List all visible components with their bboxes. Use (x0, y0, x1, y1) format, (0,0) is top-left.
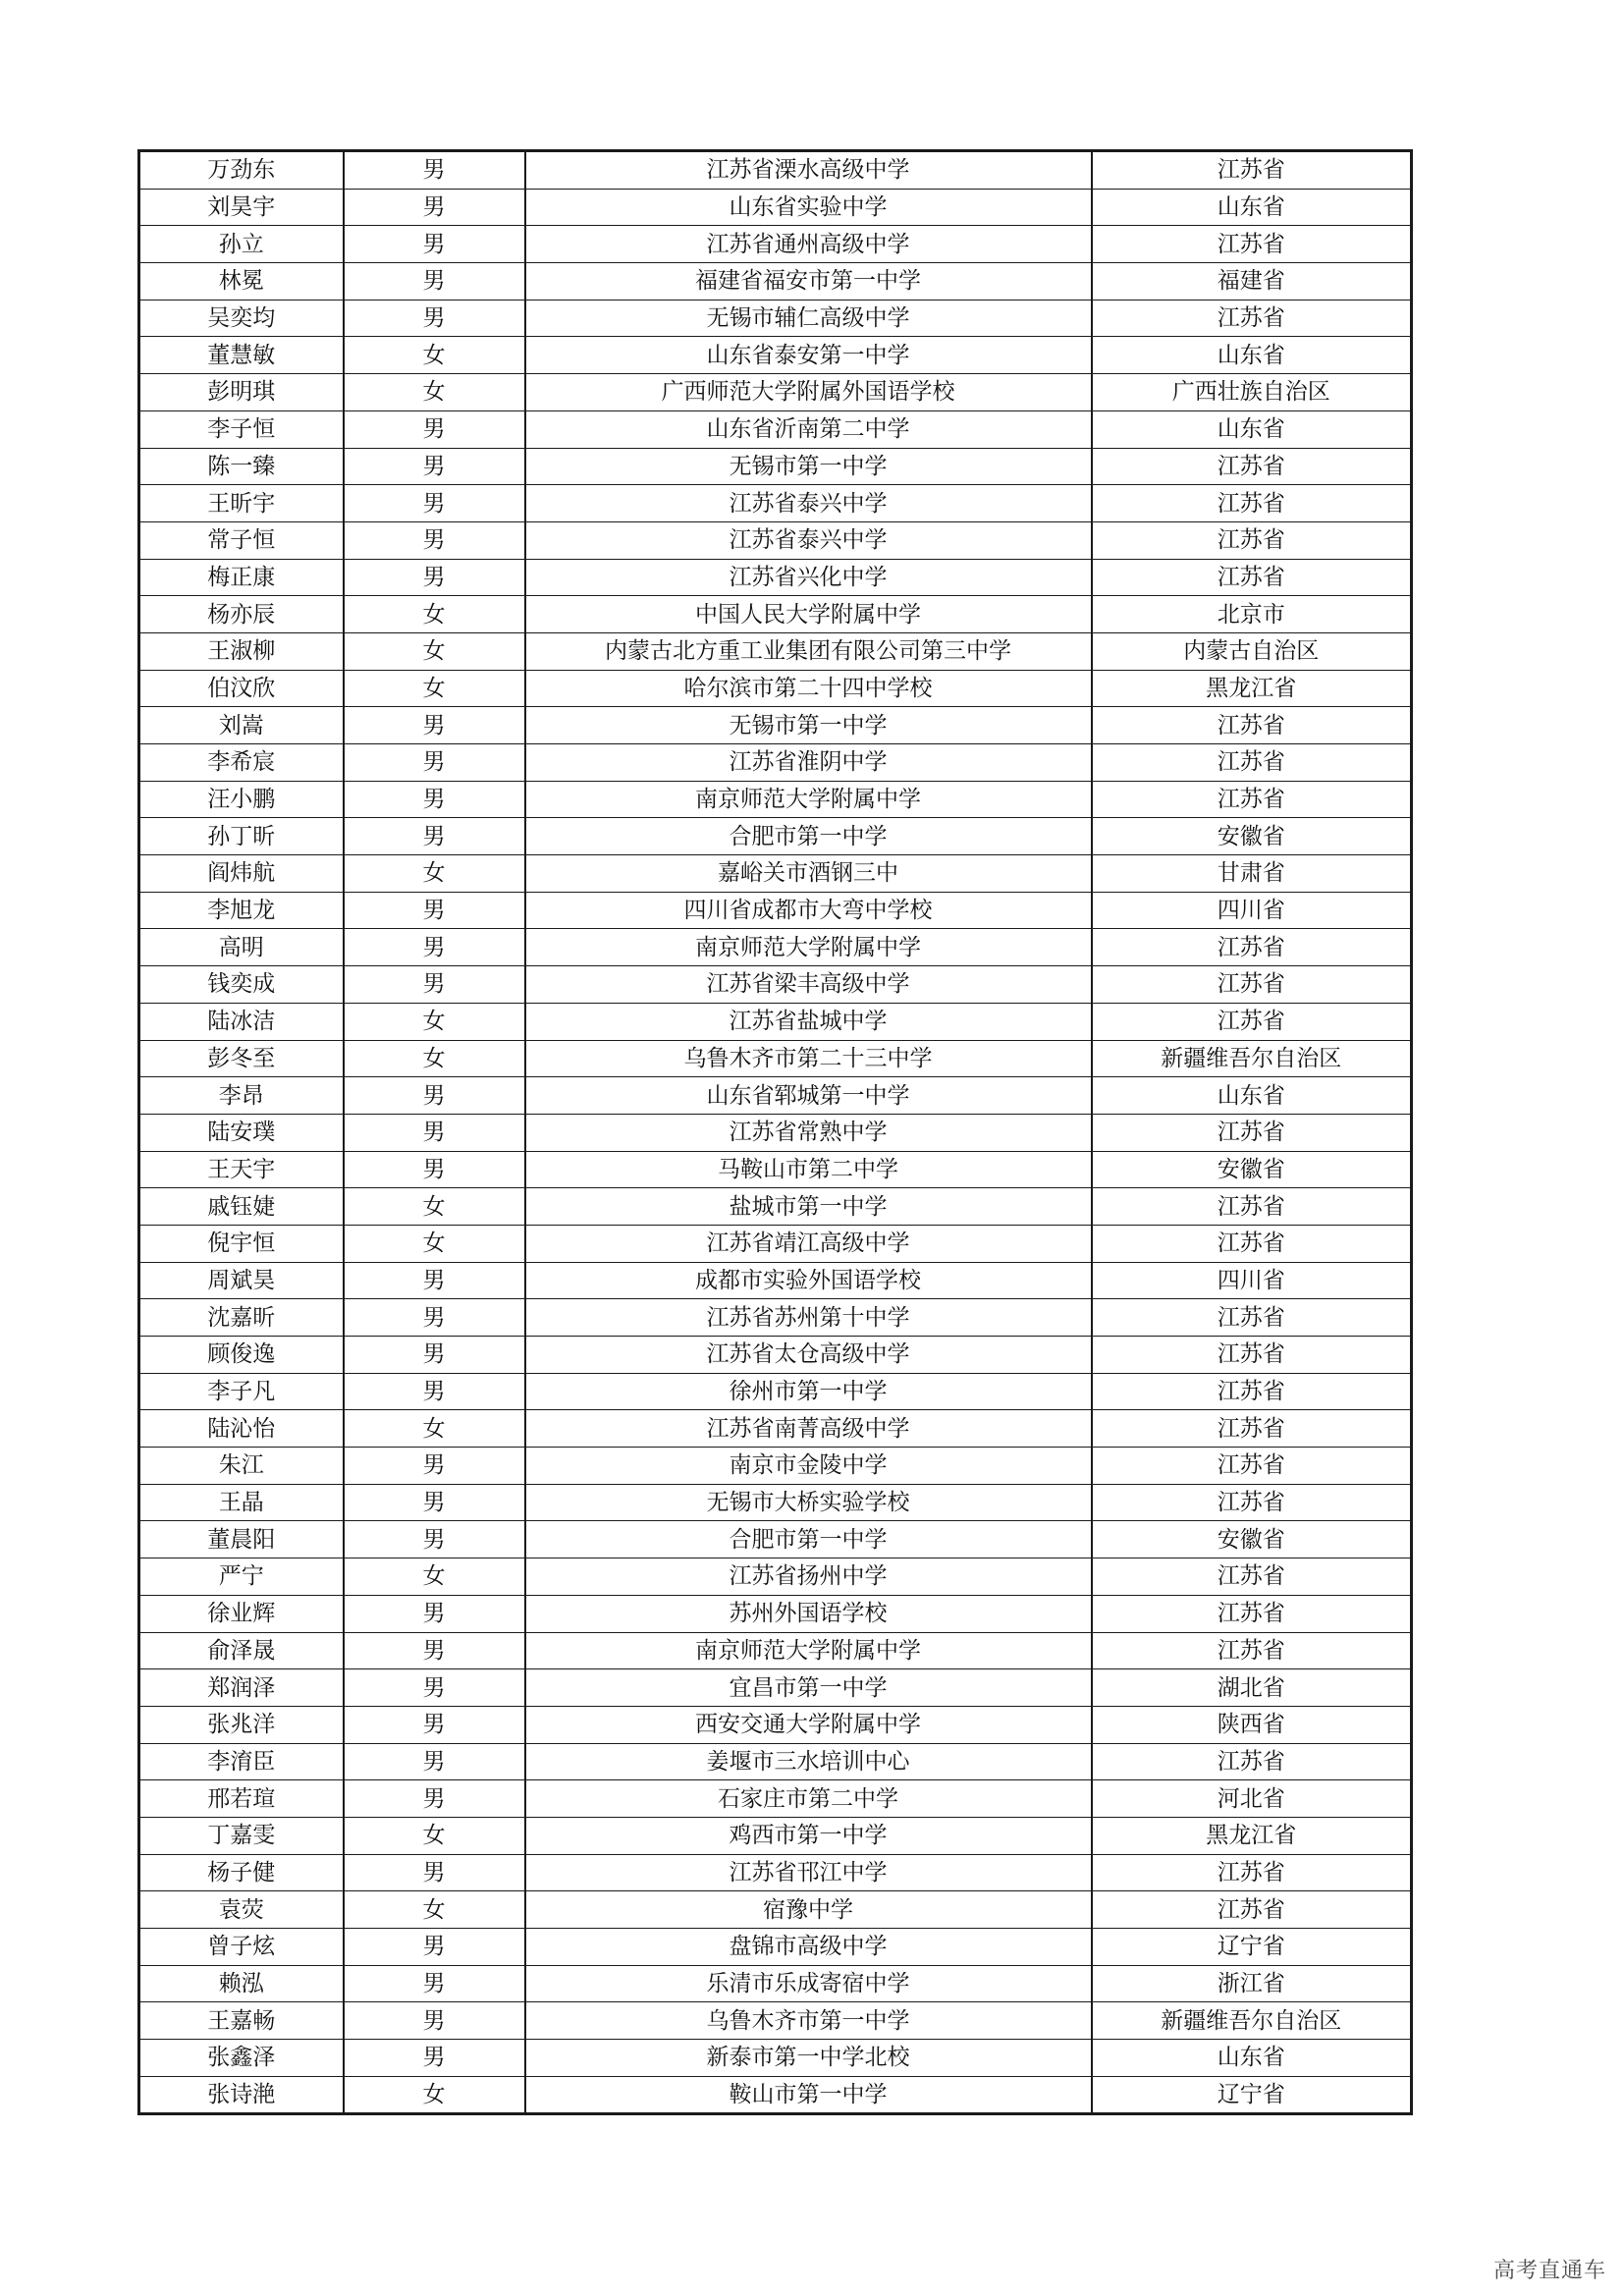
gender-cell: 男 (344, 1114, 525, 1151)
school-cell: 宿豫中学 (525, 1891, 1092, 1929)
table-row (139, 1188, 1412, 1226)
gender-cell: 女 (344, 1817, 525, 1854)
school-cell: 江苏省邗江中学 (525, 1854, 1092, 1891)
student-name-cell: 董慧敏 (139, 337, 344, 374)
student-name-cell: 张鑫泽 (139, 2040, 344, 2077)
province-cell: 江苏省 (1092, 1114, 1412, 1151)
gender-cell: 男 (344, 929, 525, 966)
province-cell: 四川省 (1092, 1262, 1412, 1299)
school-cell: 江苏省常熟中学 (525, 1114, 1092, 1151)
province-cell: 江苏省 (1092, 1595, 1412, 1632)
table-row (139, 2002, 1412, 2040)
school-cell: 南京师范大学附属中学 (525, 929, 1092, 966)
table-row (139, 1299, 1412, 1337)
table-row (139, 744, 1412, 782)
student-name-cell: 沈嘉昕 (139, 1299, 344, 1337)
school-cell: 合肥市第一中学 (525, 1521, 1092, 1558)
gender-cell: 女 (344, 1040, 525, 1077)
table-row (139, 1337, 1412, 1374)
gender-cell: 男 (344, 300, 525, 337)
province-cell: 山东省 (1092, 1077, 1412, 1115)
province-cell: 江苏省 (1092, 521, 1412, 559)
student-name-cell: 钱奕成 (139, 966, 344, 1004)
gender-cell: 男 (344, 448, 525, 485)
province-cell: 安徽省 (1092, 1151, 1412, 1188)
gender-cell: 女 (344, 670, 525, 707)
school-cell: 合肥市第一中学 (525, 818, 1092, 855)
school-cell: 江苏省苏州第十中学 (525, 1299, 1092, 1337)
table-row (139, 2040, 1412, 2077)
gender-cell: 男 (344, 1448, 525, 1485)
province-cell: 新疆维吾尔自治区 (1092, 1040, 1412, 1077)
student-name-cell: 李淯臣 (139, 1743, 344, 1780)
gender-cell: 女 (344, 337, 525, 374)
school-cell: 南京师范大学附属中学 (525, 781, 1092, 818)
school-cell: 无锡市第一中学 (525, 448, 1092, 485)
student-name-cell: 张兆洋 (139, 1706, 344, 1743)
table-row (139, 1151, 1412, 1188)
province-cell: 江苏省 (1092, 151, 1412, 190)
gender-cell: 男 (344, 1929, 525, 1966)
table-row (139, 1595, 1412, 1632)
student-name-cell: 阎炜航 (139, 855, 344, 893)
student-name-cell: 周斌昊 (139, 1262, 344, 1299)
table-row (139, 929, 1412, 966)
school-cell: 无锡市大桥实验学校 (525, 1484, 1092, 1521)
table-row (139, 1484, 1412, 1521)
school-cell: 山东省泰安第一中学 (525, 337, 1092, 374)
table-row (139, 1410, 1412, 1448)
province-cell: 江苏省 (1092, 485, 1412, 522)
student-name-cell: 万劲东 (139, 151, 344, 190)
province-cell: 江苏省 (1092, 1891, 1412, 1929)
table-row (139, 1262, 1412, 1299)
gender-cell: 男 (344, 781, 525, 818)
table-row (139, 707, 1412, 744)
school-cell: 江苏省扬州中学 (525, 1558, 1092, 1596)
gender-cell: 女 (344, 596, 525, 633)
school-cell: 马鞍山市第二中学 (525, 1151, 1092, 1188)
province-cell: 江苏省 (1092, 1448, 1412, 1485)
school-cell: 江苏省淮阴中学 (525, 744, 1092, 782)
school-cell: 江苏省泰兴中学 (525, 521, 1092, 559)
school-cell: 苏州外国语学校 (525, 1595, 1092, 1632)
watermark-text: 高考直通车 (1492, 2259, 1606, 2283)
student-name-cell: 倪宇恒 (139, 1225, 344, 1262)
table-row (139, 1003, 1412, 1040)
province-cell: 江苏省 (1092, 929, 1412, 966)
province-cell: 江苏省 (1092, 1854, 1412, 1891)
gender-cell: 男 (344, 1965, 525, 2002)
province-cell: 江苏省 (1092, 1410, 1412, 1448)
school-cell: 山东省实验中学 (525, 189, 1092, 226)
table-row (139, 596, 1412, 633)
province-cell: 江苏省 (1092, 1003, 1412, 1040)
province-cell: 辽宁省 (1092, 1929, 1412, 1966)
student-name-cell: 朱江 (139, 1448, 344, 1485)
province-cell: 河北省 (1092, 1780, 1412, 1818)
table-row (139, 559, 1412, 596)
student-roster-table (137, 149, 1413, 2115)
province-cell: 北京市 (1092, 596, 1412, 633)
gender-cell: 男 (344, 1484, 525, 1521)
gender-cell: 男 (344, 1262, 525, 1299)
school-cell: 石家庄市第二中学 (525, 1780, 1092, 1818)
student-name-cell: 李旭龙 (139, 892, 344, 929)
province-cell: 黑龙江省 (1092, 670, 1412, 707)
table-row (139, 1854, 1412, 1891)
student-name-cell: 袁荧 (139, 1891, 344, 1929)
school-cell: 无锡市辅仁高级中学 (525, 300, 1092, 337)
province-cell: 江苏省 (1092, 1373, 1412, 1410)
student-name-cell: 林冕 (139, 263, 344, 301)
student-name-cell: 徐业辉 (139, 1595, 344, 1632)
school-cell: 宜昌市第一中学 (525, 1669, 1092, 1707)
gender-cell: 女 (344, 1558, 525, 1596)
school-cell: 徐州市第一中学 (525, 1373, 1092, 1410)
province-cell: 江苏省 (1092, 781, 1412, 818)
province-cell: 四川省 (1092, 892, 1412, 929)
table-row (139, 1780, 1412, 1818)
school-cell: 无锡市第一中学 (525, 707, 1092, 744)
student-name-cell: 彭冬至 (139, 1040, 344, 1077)
gender-cell: 男 (344, 818, 525, 855)
school-cell: 江苏省通州高级中学 (525, 226, 1092, 263)
province-cell: 江苏省 (1092, 744, 1412, 782)
province-cell: 山东省 (1092, 189, 1412, 226)
school-cell: 西安交通大学附属中学 (525, 1706, 1092, 1743)
table-row (139, 374, 1412, 411)
table-row (139, 1558, 1412, 1596)
province-cell: 江苏省 (1092, 226, 1412, 263)
table-row (139, 670, 1412, 707)
gender-cell: 女 (344, 632, 525, 670)
table-row (139, 1706, 1412, 1743)
student-name-cell: 梅正康 (139, 559, 344, 596)
gender-cell: 男 (344, 892, 525, 929)
gender-cell: 男 (344, 226, 525, 263)
table-row (139, 781, 1412, 818)
student-name-cell: 王淑柳 (139, 632, 344, 670)
student-name-cell: 孙丁昕 (139, 818, 344, 855)
school-cell: 江苏省南菁高级中学 (525, 1410, 1092, 1448)
gender-cell: 男 (344, 1632, 525, 1669)
province-cell: 江苏省 (1092, 1632, 1412, 1669)
student-name-cell: 丁嘉雯 (139, 1817, 344, 1854)
province-cell: 江苏省 (1092, 1225, 1412, 1262)
province-cell: 江苏省 (1092, 1743, 1412, 1780)
student-name-cell: 常子恒 (139, 521, 344, 559)
student-name-cell: 陆沁怡 (139, 1410, 344, 1448)
table-row (139, 2076, 1412, 2114)
gender-cell: 男 (344, 151, 525, 190)
gender-cell: 男 (344, 1299, 525, 1337)
province-cell: 山东省 (1092, 2040, 1412, 2077)
province-cell: 陕西省 (1092, 1706, 1412, 1743)
student-name-cell: 孙立 (139, 226, 344, 263)
gender-cell: 男 (344, 1595, 525, 1632)
gender-cell: 女 (344, 1410, 525, 1448)
student-name-cell: 刘昊宇 (139, 189, 344, 226)
table-row (139, 1817, 1412, 1854)
school-cell: 江苏省靖江高级中学 (525, 1225, 1092, 1262)
gender-cell: 男 (344, 410, 525, 448)
gender-cell: 男 (344, 1151, 525, 1188)
student-name-cell: 陆安璞 (139, 1114, 344, 1151)
gender-cell: 女 (344, 1891, 525, 1929)
student-name-cell: 汪小鹏 (139, 781, 344, 818)
gender-cell: 男 (344, 1669, 525, 1707)
table-row (139, 485, 1412, 522)
student-name-cell: 王嘉畅 (139, 2002, 344, 2040)
table-row (139, 410, 1412, 448)
gender-cell: 女 (344, 2076, 525, 2114)
table-row (139, 1225, 1412, 1262)
student-name-cell: 吴奕均 (139, 300, 344, 337)
province-cell: 江苏省 (1092, 448, 1412, 485)
province-cell: 福建省 (1092, 263, 1412, 301)
province-cell: 广西壮族自治区 (1092, 374, 1412, 411)
school-cell: 江苏省泰兴中学 (525, 485, 1092, 522)
table-row (139, 151, 1412, 190)
province-cell: 安徽省 (1092, 818, 1412, 855)
school-cell: 山东省郓城第一中学 (525, 1077, 1092, 1115)
gender-cell: 男 (344, 1743, 525, 1780)
province-cell: 湖北省 (1092, 1669, 1412, 1707)
school-cell: 鸡西市第一中学 (525, 1817, 1092, 1854)
student-name-cell: 张诗滟 (139, 2076, 344, 2114)
province-cell: 山东省 (1092, 337, 1412, 374)
school-cell: 乐清市乐成寄宿中学 (525, 1965, 1092, 2002)
student-name-cell: 严宁 (139, 1558, 344, 1596)
gender-cell: 男 (344, 1077, 525, 1115)
school-cell: 南京市金陵中学 (525, 1448, 1092, 1485)
school-cell: 江苏省兴化中学 (525, 559, 1092, 596)
student-name-cell: 郑润泽 (139, 1669, 344, 1707)
gender-cell: 男 (344, 1780, 525, 1818)
roster-body (139, 151, 1412, 2114)
school-cell: 新泰市第一中学北校 (525, 2040, 1092, 2077)
school-cell: 哈尔滨市第二十四中学校 (525, 670, 1092, 707)
province-cell: 内蒙古自治区 (1092, 632, 1412, 670)
student-name-cell: 刘嵩 (139, 707, 344, 744)
table-row (139, 300, 1412, 337)
table-row (139, 1521, 1412, 1558)
student-name-cell: 俞泽晟 (139, 1632, 344, 1669)
student-name-cell: 李子恒 (139, 410, 344, 448)
province-cell: 江苏省 (1092, 966, 1412, 1004)
table-row (139, 1114, 1412, 1151)
table-row (139, 1040, 1412, 1077)
school-cell: 江苏省溧水高级中学 (525, 151, 1092, 190)
gender-cell: 男 (344, 966, 525, 1004)
province-cell: 浙江省 (1092, 1965, 1412, 2002)
table-row (139, 855, 1412, 893)
student-name-cell: 高明 (139, 929, 344, 966)
school-cell: 成都市实验外国语学校 (525, 1262, 1092, 1299)
gender-cell: 男 (344, 707, 525, 744)
table-row (139, 521, 1412, 559)
school-cell: 嘉峪关市酒钢三中 (525, 855, 1092, 893)
student-name-cell: 李子凡 (139, 1373, 344, 1410)
school-cell: 四川省成都市大弯中学校 (525, 892, 1092, 929)
gender-cell: 女 (344, 1188, 525, 1226)
table-row (139, 1929, 1412, 1966)
school-cell: 江苏省盐城中学 (525, 1003, 1092, 1040)
student-name-cell: 赖泓 (139, 1965, 344, 2002)
table-row (139, 1373, 1412, 1410)
table-row (139, 263, 1412, 301)
student-name-cell: 王昕宇 (139, 485, 344, 522)
school-cell: 江苏省梁丰高级中学 (525, 966, 1092, 1004)
province-cell: 江苏省 (1092, 1337, 1412, 1374)
gender-cell: 男 (344, 559, 525, 596)
student-name-cell: 董晨阳 (139, 1521, 344, 1558)
student-name-cell: 陆冰洁 (139, 1003, 344, 1040)
gender-cell: 男 (344, 521, 525, 559)
table-row (139, 818, 1412, 855)
table-row (139, 1669, 1412, 1707)
table-row (139, 1632, 1412, 1669)
school-cell: 盐城市第一中学 (525, 1188, 1092, 1226)
table-row (139, 892, 1412, 929)
province-cell: 江苏省 (1092, 1188, 1412, 1226)
province-cell: 新疆维吾尔自治区 (1092, 2002, 1412, 2040)
student-name-cell: 彭明琪 (139, 374, 344, 411)
table-row (139, 189, 1412, 226)
school-cell: 盘锦市高级中学 (525, 1929, 1092, 1966)
school-cell: 鞍山市第一中学 (525, 2076, 1092, 2114)
gender-cell: 男 (344, 485, 525, 522)
school-cell: 姜堰市三水培训中心 (525, 1743, 1092, 1780)
gender-cell: 女 (344, 1003, 525, 1040)
province-cell: 江苏省 (1092, 1558, 1412, 1596)
gender-cell: 女 (344, 374, 525, 411)
school-cell: 中国人民大学附属中学 (525, 596, 1092, 633)
student-name-cell: 顾俊逸 (139, 1337, 344, 1374)
gender-cell: 男 (344, 1337, 525, 1374)
student-name-cell: 杨亦辰 (139, 596, 344, 633)
school-cell: 广西师范大学附属外国语学校 (525, 374, 1092, 411)
table-row (139, 337, 1412, 374)
student-name-cell: 邢若瑄 (139, 1780, 344, 1818)
province-cell: 山东省 (1092, 410, 1412, 448)
gender-cell: 男 (344, 1854, 525, 1891)
student-name-cell: 戚钰婕 (139, 1188, 344, 1226)
student-name-cell: 李昂 (139, 1077, 344, 1115)
province-cell: 江苏省 (1092, 300, 1412, 337)
school-cell: 乌鲁木齐市第二十三中学 (525, 1040, 1092, 1077)
student-name-cell: 伯汶欣 (139, 670, 344, 707)
gender-cell: 男 (344, 1521, 525, 1558)
province-cell: 辽宁省 (1092, 2076, 1412, 2114)
school-cell: 福建省福安市第一中学 (525, 263, 1092, 301)
table-row (139, 1448, 1412, 1485)
gender-cell: 男 (344, 263, 525, 301)
province-cell: 甘肃省 (1092, 855, 1412, 893)
gender-cell: 男 (344, 1373, 525, 1410)
school-cell: 南京师范大学附属中学 (525, 1632, 1092, 1669)
province-cell: 江苏省 (1092, 559, 1412, 596)
gender-cell: 男 (344, 2002, 525, 2040)
gender-cell: 女 (344, 1225, 525, 1262)
table-row (139, 1077, 1412, 1115)
gender-cell: 女 (344, 855, 525, 893)
student-name-cell: 李希宸 (139, 744, 344, 782)
province-cell: 江苏省 (1092, 1299, 1412, 1337)
table-row (139, 966, 1412, 1004)
school-cell: 江苏省太仓高级中学 (525, 1337, 1092, 1374)
student-name-cell: 曾子炫 (139, 1929, 344, 1966)
province-cell: 黑龙江省 (1092, 1817, 1412, 1854)
school-cell: 乌鲁木齐市第一中学 (525, 2002, 1092, 2040)
school-cell: 内蒙古北方重工业集团有限公司第三中学 (525, 632, 1092, 670)
gender-cell: 男 (344, 2040, 525, 2077)
table-row (139, 1743, 1412, 1780)
province-cell: 安徽省 (1092, 1521, 1412, 1558)
table-row (139, 226, 1412, 263)
province-cell: 江苏省 (1092, 707, 1412, 744)
student-name-cell: 陈一臻 (139, 448, 344, 485)
table-row (139, 448, 1412, 485)
table-row (139, 632, 1412, 670)
table-row (139, 1965, 1412, 2002)
province-cell: 江苏省 (1092, 1484, 1412, 1521)
gender-cell: 男 (344, 1706, 525, 1743)
student-name-cell: 王天宇 (139, 1151, 344, 1188)
table-row (139, 1891, 1412, 1929)
gender-cell: 男 (344, 744, 525, 782)
gender-cell: 男 (344, 189, 525, 226)
student-name-cell: 王晶 (139, 1484, 344, 1521)
student-name-cell: 杨子健 (139, 1854, 344, 1891)
school-cell: 山东省沂南第二中学 (525, 410, 1092, 448)
